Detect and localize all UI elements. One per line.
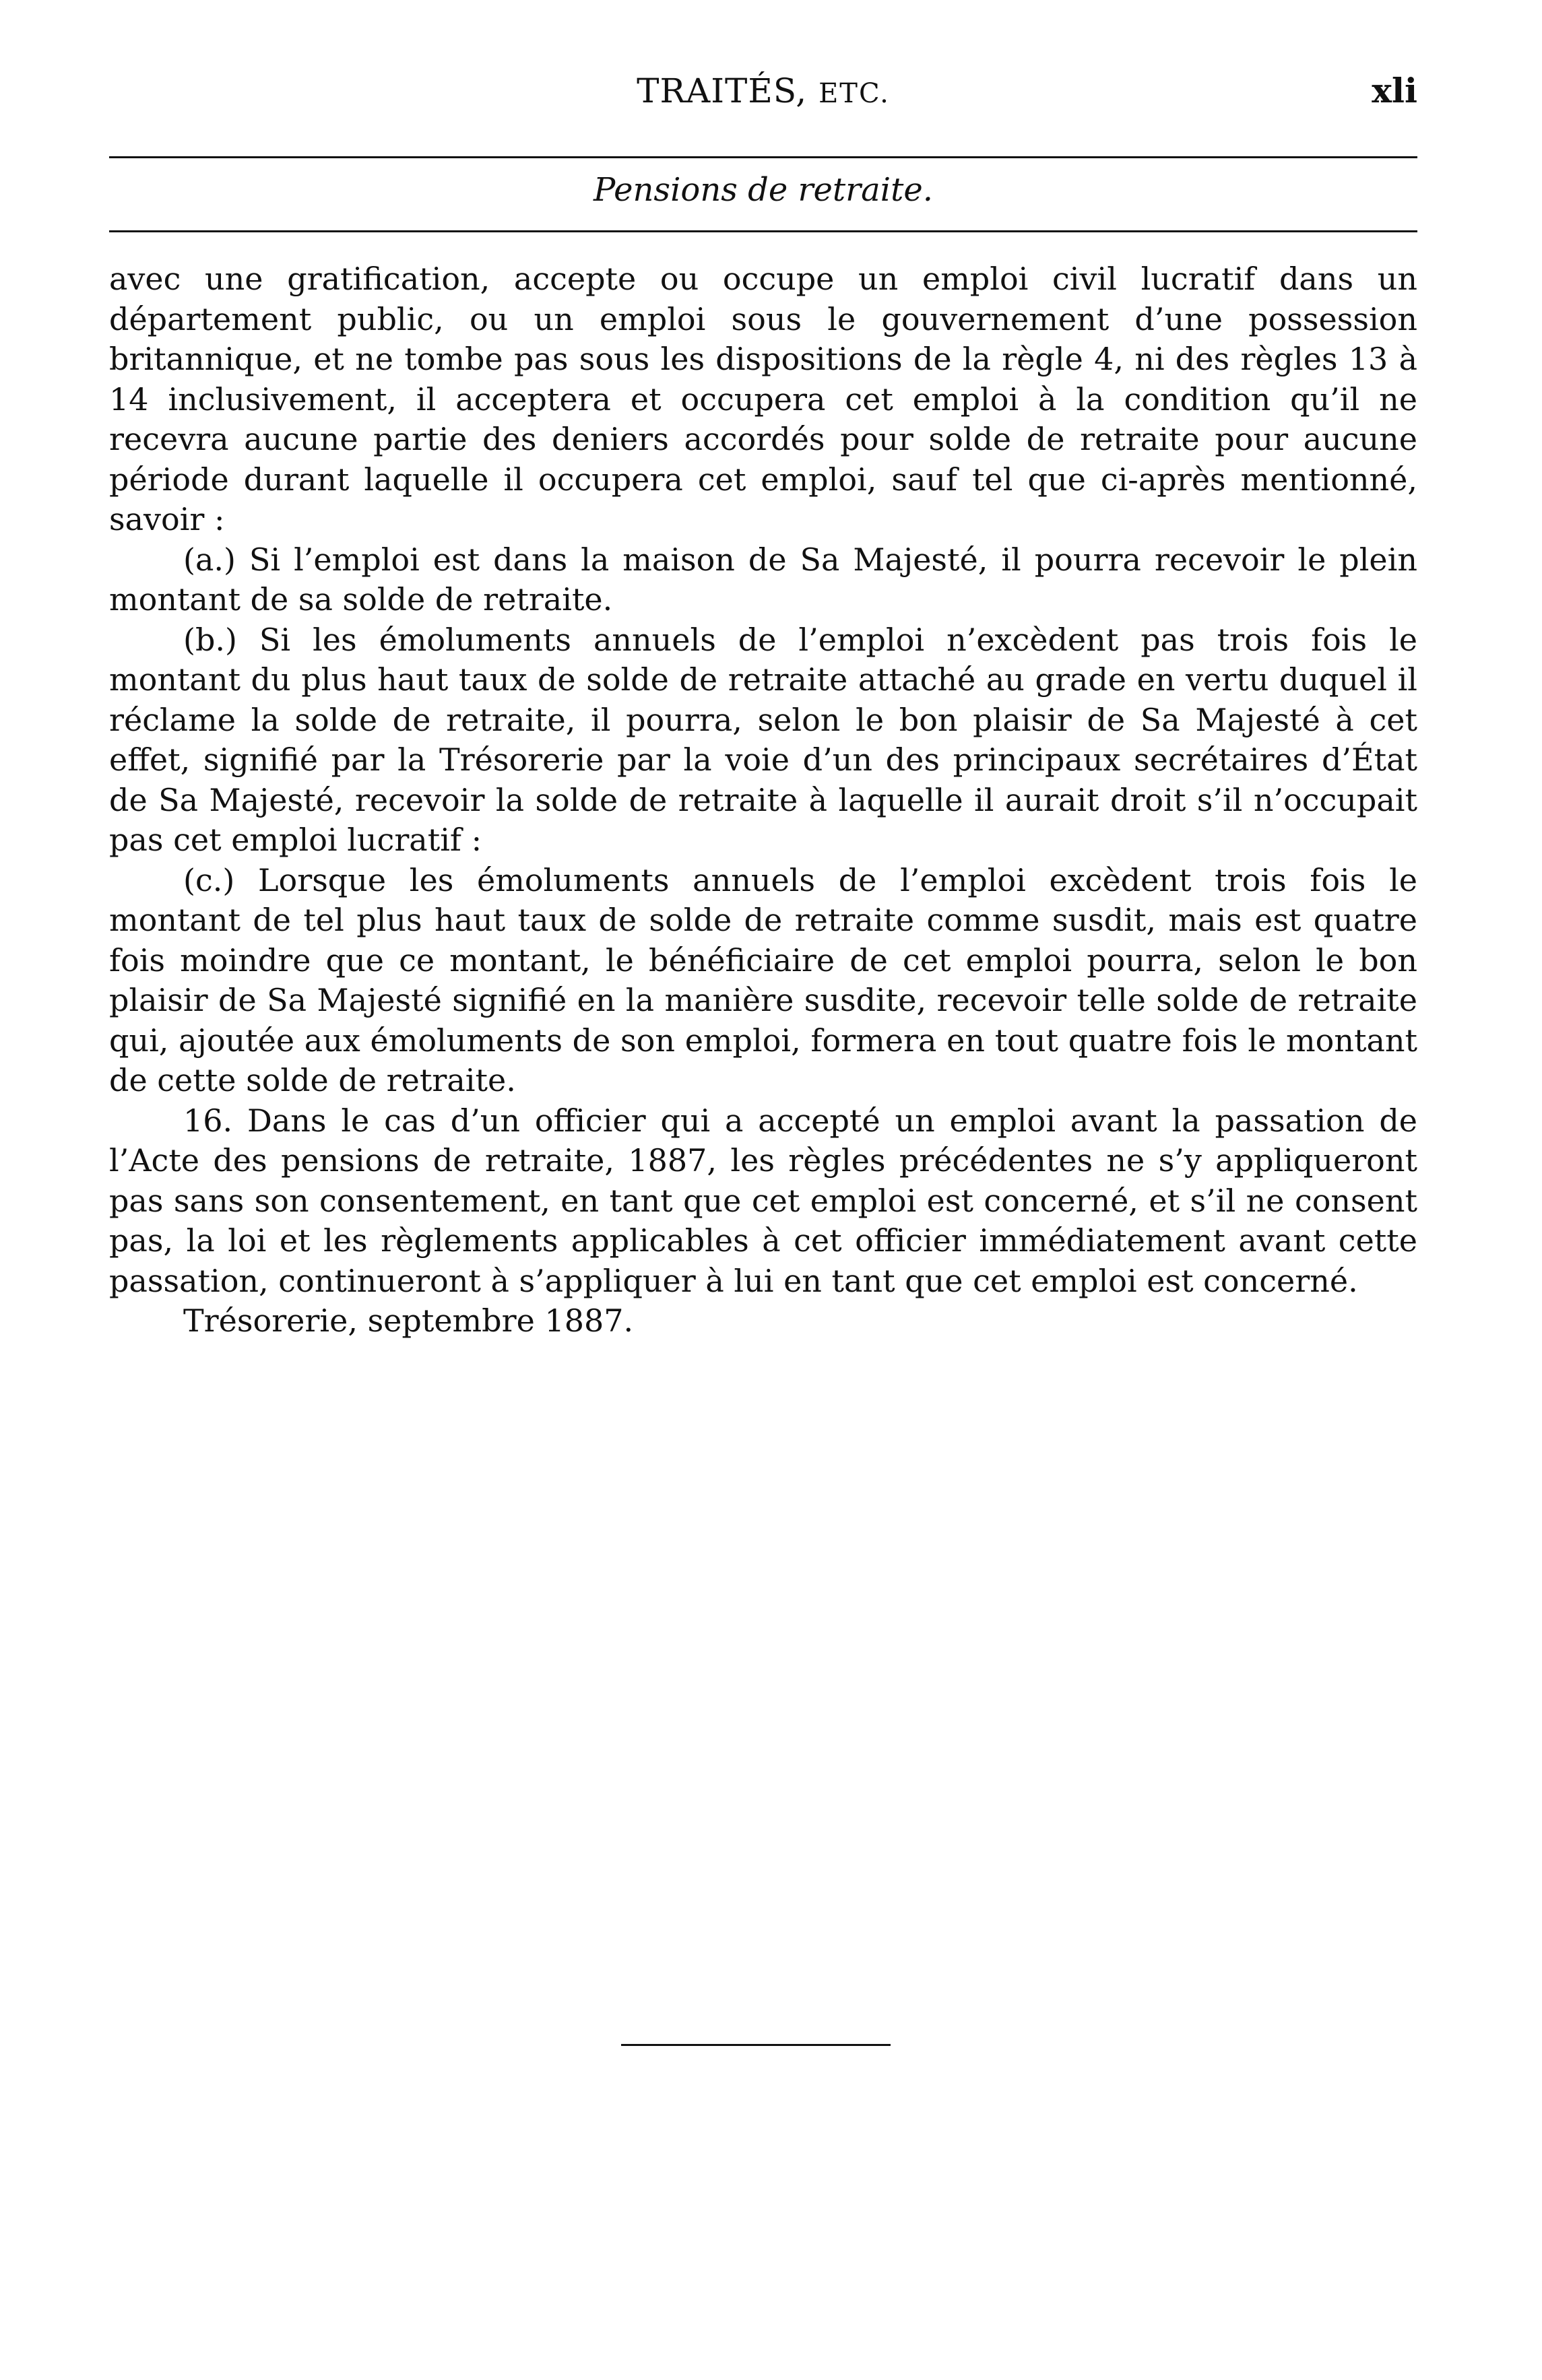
- page-folio: xli: [1372, 71, 1417, 110]
- paragraph-continuation: avec une gratification, accepte ou occupe un emploi civil lucratif dans un département public, ou un emploi sous le gouvernement d’une possession britannique, et ne tombe pas sous les dispositions de la règle 4, ni des règles 13 à 14 inclusivement, il acceptera et occupera cet emploi à la condition qu’il ne recevra aucune partie des deniers accordés pour solde de retraite pour aucune période durant laquelle il occupera cet emploi, sauf tel que ci-après mentionné, savoir :: [109, 261, 1417, 537]
- header-rule-bottom: [109, 230, 1417, 232]
- running-title-main: TRAITÉS,: [637, 71, 808, 110]
- paragraph-clause-b: (b.) Si les émoluments annuels de l’emploi n’excèdent pas trois fois le montant du plus haut taux de solde de retraite attaché au grade en vertu duquel il réclame la solde de retraite, il pourra, selon le bon plaisir de Sa Majesté à cet effet, signifié par la Trésorerie par la voie d’un des principaux secrétaires d’État de Sa Majesté, recevoir la solde de retraite à laquelle il aurait droit s’il n’occupait pas cet emploi lucratif :: [109, 621, 1417, 858]
- paragraph-clause-c: (c.) Lorsque les émoluments annuels de l’emploi excèdent trois fois le montant de tel plus haut taux de solde de retraite comme susdit, mais est quatre fois moindre que ce montant, le bénéficiaire de cet emploi pourra, selon le bon plaisir de Sa Majesté signifié en la manière susdite, recevoir telle solde de retraite qui, ajoutée aux émoluments de son emploi, formera en tout quatre fois le montant de cette solde de retraite.: [109, 861, 1417, 1098]
- header-rule-top: [109, 156, 1417, 158]
- body-text: [109, 259, 1417, 1342]
- paragraph-rule-16: 16. Dans le cas d’un officier qui a accepté un emploi avant la passation de l’Acte des pensions de retraite, 1887, les règles précédentes ne s’y appliqueront pas sans son consentement, en tant que cet emploi est concerné, et s’il ne consent pas, la loi et les règlements applicables à cet officier immédiatement avant cette passation, continueront à s’appliquer à lui en tant que cet emploi est concerné.: [109, 1102, 1417, 1299]
- paragraph-signature: Trésorerie, septembre 1887.: [183, 1302, 634, 1339]
- running-head: [109, 67, 1417, 114]
- end-rule: [621, 2044, 891, 2046]
- running-title-etc: ETC.: [818, 78, 890, 109]
- section-title: Pensions de retraite.: [593, 171, 934, 209]
- running-title: [109, 67, 1417, 117]
- paragraph-clause-a: (a.) Si l’emploi est dans la maison de Sa Majesté, il pourra recevoir le plein montant de sa solde de retraite.: [109, 541, 1417, 618]
